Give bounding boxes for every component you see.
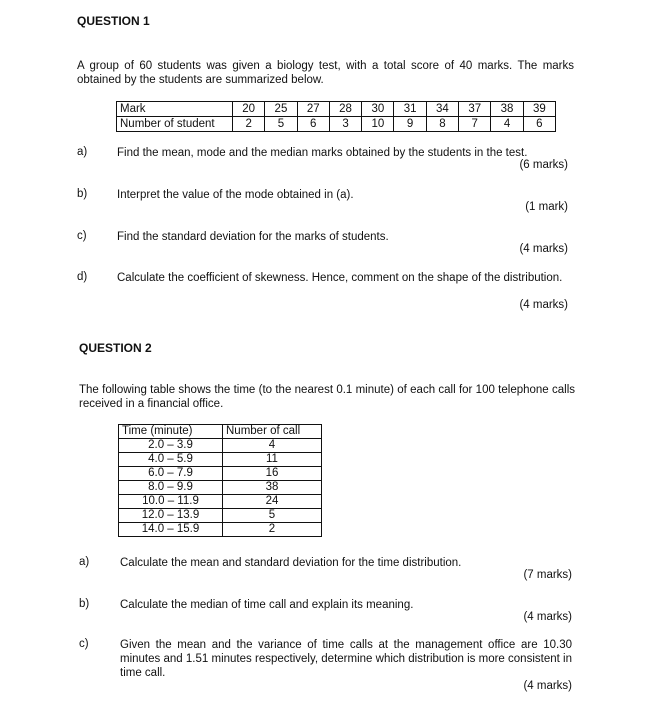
table-cell: 2 [233,117,265,132]
table-cell: 5 [265,117,297,132]
table-cell: 6 [523,117,555,132]
table-row [119,453,322,467]
q2-heading: QUESTION 2 [79,341,152,355]
q1-part-a-label: a) [77,146,88,158]
table-cell: 38 [223,481,322,495]
table-cell: 3 [329,117,361,132]
q2-header-row [119,425,322,439]
q1-row-header: Number of student [117,117,233,132]
q2-part-b-label: b) [79,598,90,610]
table-row [119,495,322,509]
table-cell: 9 [394,117,426,132]
table-cell: 6.0 – 7.9 [119,467,223,481]
table-cell: 31 [394,102,426,117]
table-cell: 27 [297,102,329,117]
q1-part-c-marks: (4 marks) [519,243,568,255]
q2-part-a-text: Calculate the mean and standard deviation for the time distribution. [120,557,462,569]
table-cell: 39 [523,102,555,117]
table-row [119,467,322,481]
table-row [119,523,322,537]
q1-part-a-marks: (6 marks) [519,159,568,171]
table-cell: 25 [265,102,297,117]
table-cell: 2.0 – 3.9 [119,439,223,453]
table-cell: 2 [223,523,322,537]
table-row [119,509,322,523]
q2-col-header: Number of call [223,425,322,439]
table-cell: 24 [223,495,322,509]
q2-intro: The following table shows the time (to the nearest 0.1 minute) of each call for 100 telephone calls received in a financial office. [79,384,575,410]
q2-part-a-marks: (7 marks) [523,569,572,581]
table-cell: 4 [491,117,523,132]
q2-part-b-text: Calculate the median of time call and explain its meaning. [120,599,414,611]
q2-part-c-text: Given the mean and the variance of time calls at the management office are 10.30 minutes and 1.51 minutes respectively, determine which distribution is more consistent in time call. [120,639,572,679]
table-cell: 14.0 – 15.9 [119,523,223,537]
q1-part-c-label: c) [77,230,87,242]
table-cell: 4.0 – 5.9 [119,453,223,467]
q2-part-c-label: c) [79,638,89,650]
table-cell: 6 [297,117,329,132]
q2-part-c-marks: (4 marks) [523,680,572,692]
table-cell: 16 [223,467,322,481]
q1-marks-table [116,101,556,132]
table-cell: 8.0 – 9.9 [119,481,223,495]
table-cell: 4 [223,439,322,453]
q1-row-header: Mark [117,102,233,117]
table-cell: 8 [426,117,458,132]
table-cell: 11 [223,453,322,467]
q1-heading: QUESTION 1 [77,14,150,28]
table-cell: 28 [329,102,361,117]
q1-part-b-marks: (1 mark) [525,201,568,213]
q2-part-b-marks: (4 marks) [523,611,572,623]
q1-marks-row [117,102,556,117]
table-row [119,439,322,453]
table-row [119,481,322,495]
table-cell: 37 [459,102,491,117]
table-cell: 12.0 – 13.9 [119,509,223,523]
q1-part-b-text: Interpret the value of the mode obtained in (a). [117,189,354,201]
q1-part-a-text: Find the mean, mode and the median marks obtained by the students in the test. [117,147,528,159]
q2-col-header: Time (minute) [119,425,223,439]
q1-part-c-text: Find the standard deviation for the marks of students. [117,231,389,243]
q1-part-b-label: b) [77,188,88,200]
table-cell: 20 [233,102,265,117]
table-cell: 30 [362,102,394,117]
table-cell: 34 [426,102,458,117]
q2-part-a-label: a) [79,556,90,568]
q1-part-d-marks: (4 marks) [519,299,568,311]
q2-time-table [118,424,322,537]
q1-part-d-text: Calculate the coefficient of skewness. Hence, comment on the shape of the distribution. [117,272,563,284]
table-cell: 10.0 – 11.9 [119,495,223,509]
q1-counts-row [117,117,556,132]
table-cell: 7 [459,117,491,132]
table-cell: 10 [362,117,394,132]
q1-part-d-label: d) [77,271,88,283]
table-cell: 38 [491,102,523,117]
table-cell: 5 [223,509,322,523]
q1-intro: A group of 60 students was given a biology test, with a total score of 40 marks. The marks obtained by the students are summarized below. [77,60,574,86]
